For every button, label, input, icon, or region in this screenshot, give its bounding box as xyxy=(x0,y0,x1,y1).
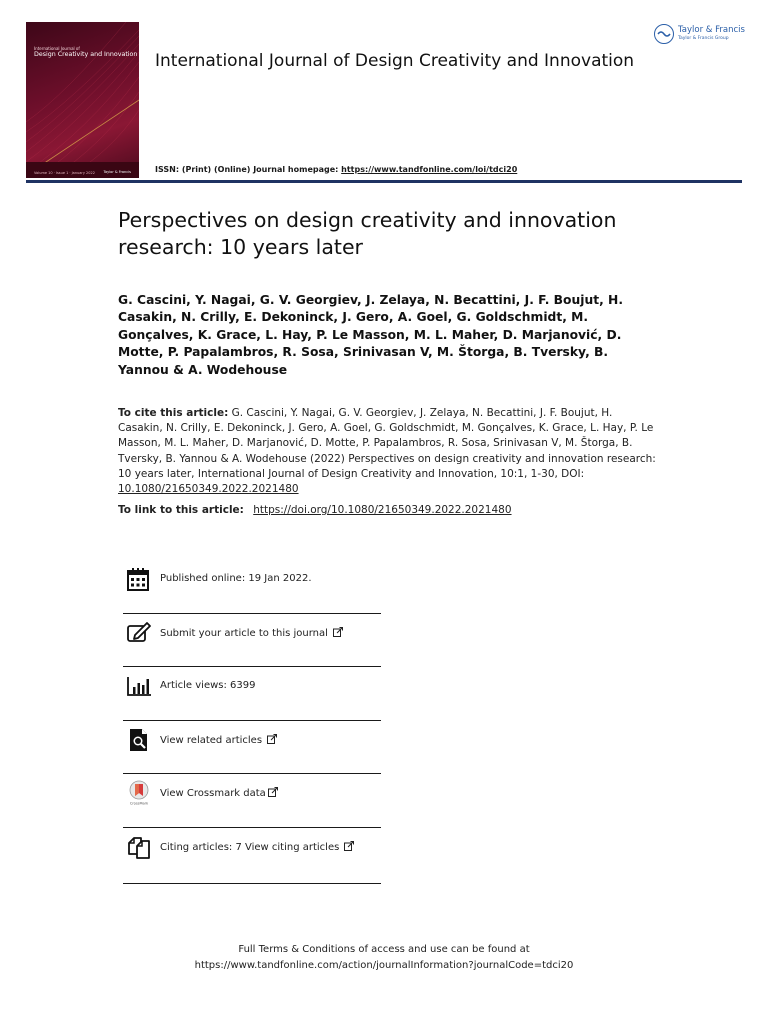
article-doi-url-link[interactable]: https://doi.org/10.1080/21650349.2022.2021480 xyxy=(253,504,512,516)
article-meta-list xyxy=(123,560,381,884)
cover-logo: Taylor & Francis xyxy=(103,170,131,174)
header-divider xyxy=(26,180,742,183)
citation-block xyxy=(118,406,658,497)
article-views: Article views: 6399 xyxy=(160,680,256,691)
external-link-icon xyxy=(268,787,278,797)
citing-articles-row[interactable] xyxy=(123,828,381,884)
crossmark-link[interactable] xyxy=(160,787,278,799)
terms-url[interactable]: https://www.tandfonline.com/action/journalInformation?journalCode=tdci20 xyxy=(194,959,574,971)
cite-text: G. Cascini, Y. Nagai, G. V. Georgiev, J. Zelaya, N. Becattini, J. F. Boujut, H. Casakin, N. Crilly, E. Dekoninck, J. Gero, A. Goel, G. Goldschmidt, M. Gonçalves, K. Grace, L. Hay, P. Le Masson, M. L. Maher, D. Marjanović, D. Motte, P. Papalambros, R. Sosa, Srinivasan V, M. Štorga, B. Tversky, B. Yannou & A. Wodehouse (2022) Perspectives on design creativity and innovation research: 10 years later, International Journal of Design Creativity and Innovation, 10:1, 1-30, DOI: xyxy=(118,407,656,480)
edit-icon xyxy=(126,620,152,646)
journal-title: International Journal of Design Creativity and Innovation xyxy=(155,51,635,71)
doi-link[interactable]: 10.1080/21650349.2022.2021480 xyxy=(118,483,299,496)
bar-chart-icon xyxy=(126,673,152,699)
article-title: Perspectives on design creativity and innovation research: 10 years later xyxy=(118,208,617,259)
related-articles-row[interactable] xyxy=(123,721,381,775)
link-label: To link to this article: xyxy=(118,504,244,516)
published-date: Published online: 19 Jan 2022. xyxy=(160,573,312,584)
crossmark-row[interactable] xyxy=(123,774,381,828)
article-link-row xyxy=(118,504,512,516)
article-authors: G. Cascini, Y. Nagai, G. V. Georgiev, J. Zelaya, N. Becattini, J. F. Boujut, H. Casakin, N. Crilly, E. Dekoninck, J. Gero, A. Goel, G. Goldschmidt, M. Gonçalves, K. Grace, L. Hay, P. Le Masson, M. L. Maher, D. Marjanović, D. Motte, P. Papalambros, R. Sosa, Srinivasan V, M. Štorga, B. Tversky, B. Yannou & A. Wodehouse xyxy=(118,293,624,377)
journal-cover xyxy=(26,22,139,178)
submit-article-label: Submit your article to this journal xyxy=(160,627,328,639)
external-link-icon xyxy=(344,841,354,851)
publisher-name: Taylor & Francis xyxy=(678,25,745,35)
terms-line-1: Full Terms & Conditions of access and use can be found at xyxy=(238,944,530,955)
citing-icon xyxy=(126,834,152,860)
related-articles-link[interactable] xyxy=(160,734,277,746)
cite-label: To cite this article: xyxy=(118,407,229,419)
journal-homepage-link[interactable]: https://www.tandfonline.com/loi/tdci20 xyxy=(341,165,518,174)
svg-text:CrossMark: CrossMark xyxy=(129,801,149,806)
external-link-icon xyxy=(333,627,343,637)
taylor-francis-logo xyxy=(654,24,746,46)
search-document-icon xyxy=(126,727,152,753)
citing-articles-link[interactable] xyxy=(160,841,354,853)
issn-line xyxy=(155,165,517,174)
published-row xyxy=(123,560,381,614)
submit-article-row[interactable] xyxy=(123,614,381,668)
cover-subtitle: International Journal of xyxy=(34,46,80,51)
citing-articles-label: Citing articles: 7 View citing articles xyxy=(160,841,340,853)
publisher-subtitle: Taylor & Francis Group xyxy=(678,36,729,41)
related-articles-label: View related articles xyxy=(160,734,263,746)
external-link-icon xyxy=(267,734,277,744)
taylor-francis-logo-icon xyxy=(654,24,674,44)
cover-volume: Volume 10 · Issue 1 · January 2022 xyxy=(34,171,95,175)
article-views-row xyxy=(123,667,381,721)
cover-title: Design Creativity and Innovation xyxy=(34,51,138,58)
terms-footer xyxy=(0,942,768,973)
crossmark-icon xyxy=(126,780,152,806)
crossmark-label: View Crossmark data xyxy=(160,788,266,799)
issn-text: ISSN: (Print) (Online) Journal homepage: xyxy=(155,165,339,174)
calendar-icon xyxy=(126,566,152,592)
submit-article-link[interactable] xyxy=(160,627,343,639)
